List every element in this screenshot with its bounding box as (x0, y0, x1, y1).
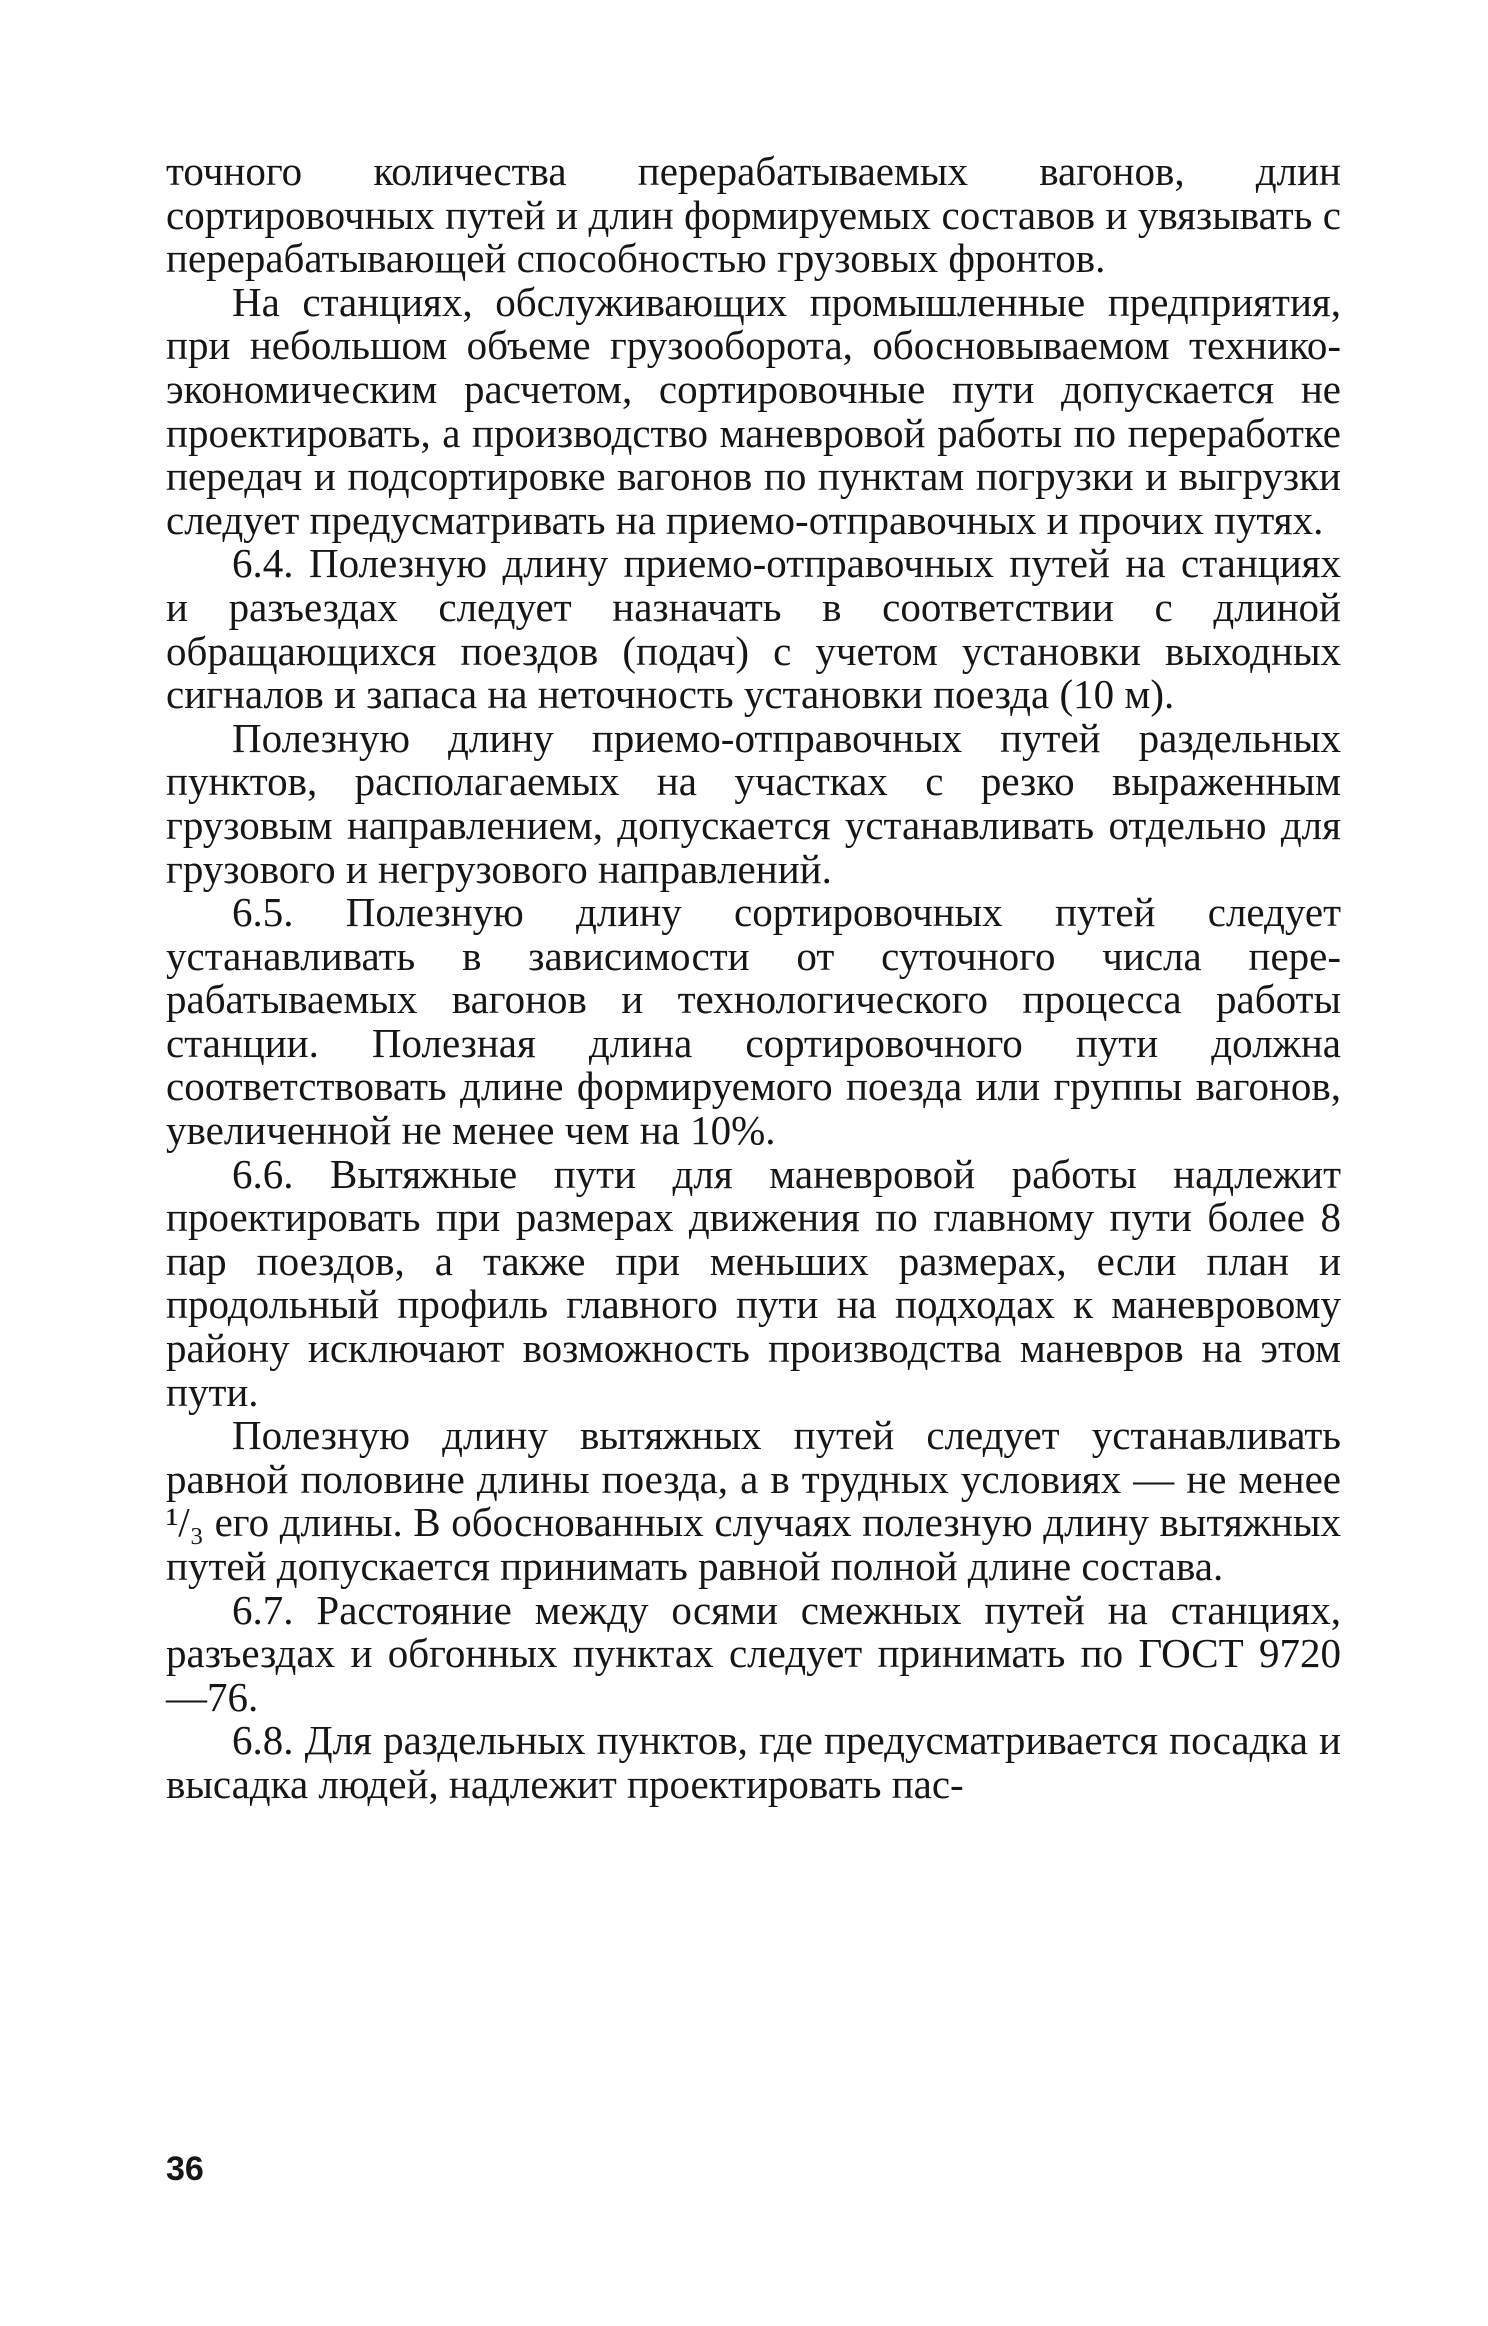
paragraph-6-8: 6.8. Для раздельных пунктов, где предусматривается посадка и высадка людей, надлежит проектировать пас- (166, 1717, 1341, 1807)
paragraph-6-7: 6.7. Расстояние между осями смежных путей на станциях, разъездах и обгонных пунктах следует принимать по ГОСТ 9720—76. (166, 1586, 1341, 1720)
paragraph-6-6: 6.6. Вытяжные пути для маневровой работы надлежит проектировать при размерах движения по главному пути более 8 пар поездов, а также при меньших размерах, если план и продольный профиль главного пути на подходах к маневровому району исключают возможность производства маневров на этом пути. (166, 1150, 1341, 1415)
page-number: 36 (166, 2150, 204, 2188)
paragraph-6-6-continued: Полезную длину вытяжных путей следует устанавливать равной половине длины поезда, а в трудных условиях — не менее ¹/₃ его длины. В обоснованных случаях полезную длину вытяжных путей допускается принимать равной полной длине состава. (166, 1412, 1341, 1589)
paragraph-6-4: 6.4. Полезную длину приемо-отправочных путей на станциях и разъездах следует назначать в соответствии с длиной обращающихся поездов (подач) с учетом установки выходных сигналов и запаса на неточность установки поезда (10 м). (166, 540, 1341, 718)
paragraph-6-5: 6.5. Полезную длину сортировочных путей следует устанавливать в зависимости от суточного числа перерабатываемых вагонов и технологического процесса работы станции. Полезная длина сортировочного пути должна соответствовать длине формируемого поезда или группы вагонов, увеличенной не менее чем на 10%. (166, 889, 1341, 1154)
page-body (166, 150, 1341, 1807)
paragraph-6-4-continued: Полезную длину приемо-отправочных путей раздельных пунктов, располагаемых на участках с резко выраженным грузовым направлением, допускается устанавливать отдельно для грузового и негрузового направлений. (166, 714, 1341, 892)
paragraph-industrial-stations: На станциях, обслуживающих промышленные предприятия, при небольшом объеме грузооборота, обосновываемом технико-экономическим расчетом, сортировочные пути допускается не проектировать, а производство маневровой работы по переработке передач и подсортировке вагонов по пунктам погрузки и выгрузки следует предусматривать на приемо-отправочных и прочих путях. (166, 278, 1341, 543)
paragraph-continued: точного количества перерабатываемых вагонов, длин сортировочных путей и длин формируемых составов и увязывать с перерабатывающей способностью грузовых фронтов. (166, 148, 1341, 282)
